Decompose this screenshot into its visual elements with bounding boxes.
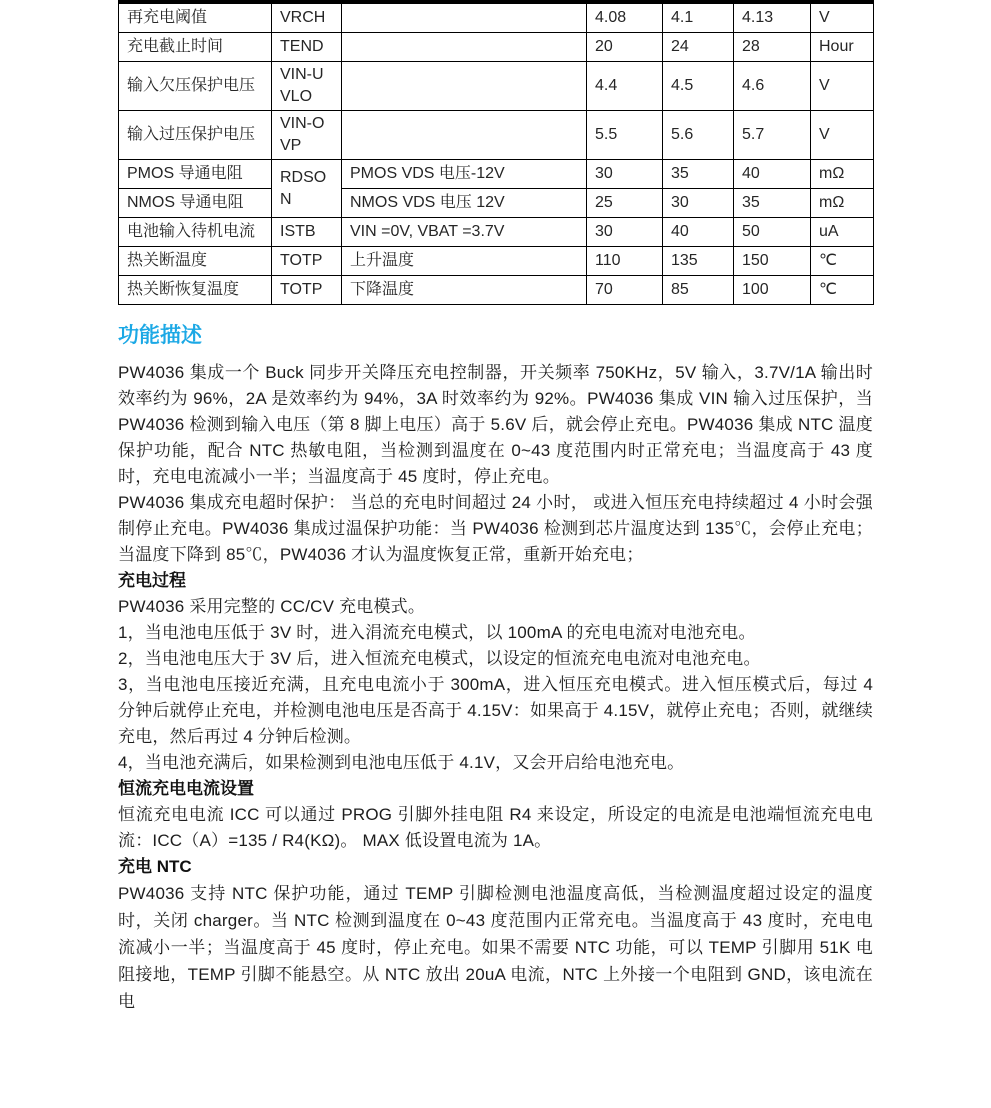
spec-table-cell: Hour bbox=[811, 33, 874, 62]
spec-table-cell: PMOS VDS 电压-12V bbox=[342, 160, 587, 189]
spec-table-cell: 5.5 bbox=[587, 111, 663, 160]
spec-table-cell: 4.4 bbox=[587, 62, 663, 111]
spec-table-cell bbox=[342, 62, 587, 111]
spec-table-cell: 30 bbox=[587, 160, 663, 189]
spec-table-cell: V bbox=[811, 62, 874, 111]
spec-table-cell: RDSON bbox=[272, 160, 342, 218]
spec-table-cell: 充电截止时间 bbox=[119, 33, 272, 62]
spec-table-cell: V bbox=[811, 2, 874, 33]
section-title-function-description: 功能描述 bbox=[118, 324, 202, 347]
charge-process-step-2: 2，当电池电压大于 3V 后，进入恒流充电模式，以设定的恒流充电电流对电池充电。 bbox=[118, 649, 761, 668]
spec-table-cell bbox=[342, 33, 587, 62]
spec-table-row bbox=[119, 62, 874, 111]
subsection-title-cc-current-setting: 恒流充电电流设置 bbox=[118, 779, 254, 798]
charge-process-intro: PW4036 采用完整的 CC/CV 充电模式。 bbox=[118, 597, 426, 616]
spec-table-cell: 40 bbox=[663, 218, 734, 247]
spec-table-cell: 上升温度 bbox=[342, 247, 587, 276]
paragraph-timeout-otp: PW4036 集成充电超时保护： 当总的充电时间超过 24 小时， 或进入恒压充电持续超过 4 小时会强制停止充电。PW4036 集成过温保护功能：当 PW4036 检测到芯片温度达到 135℃，会停止充电；当温度下降到 85℃，PW4036 才认为温度恢复正常，重新开始充电； bbox=[118, 493, 873, 564]
spec-table-row bbox=[119, 247, 874, 276]
spec-table-cell: 20 bbox=[587, 33, 663, 62]
spec-table-row bbox=[119, 189, 874, 218]
spec-table-cell: VIN-UVLO bbox=[272, 62, 342, 111]
spec-table-row bbox=[119, 218, 874, 247]
spec-table-body bbox=[119, 2, 874, 305]
spec-table-cell: 5.6 bbox=[663, 111, 734, 160]
spec-table-cell: NMOS 导通电阻 bbox=[119, 189, 272, 218]
charge-ntc-paragraph: PW4036 支持 NTC 保护功能，通过 TEMP 引脚检测电池温度高低，当检测温度超过设定的温度时，关闭 charger。当 NTC 检测到温度在 0~43 度范围内正常充电。当温度高于 43 度时，充电电流减小一半；当温度高于 45 度时，停止充电。如果不需要 NTC 功能，可以 TEMP 引脚用 51K 电阻接地，TEMP 引脚不能悬空。从 NTC 放出 20uA 电流，NTC 上外接一个电阻到 GND，该电流在电 bbox=[118, 884, 873, 1011]
spec-table-cell: ℃ bbox=[811, 276, 874, 305]
spec-table-cell: 4.08 bbox=[587, 2, 663, 33]
spec-table-cell bbox=[342, 2, 587, 33]
spec-table-cell: 输入欠压保护电压 bbox=[119, 62, 272, 111]
subsection-title-charge-ntc: 充电 NTC bbox=[118, 857, 192, 876]
spec-table-cell: PMOS 导通电阻 bbox=[119, 160, 272, 189]
spec-table-cell bbox=[342, 111, 587, 160]
spec-table-cell: TOTP bbox=[272, 247, 342, 276]
cc-current-paragraph: 恒流充电电流 ICC 可以通过 PROG 引脚外挂电阻 R4 来设定，所设定的电流是电池端恒流充电电流：ICC（A）=135 / R4(KΩ)。 MAX 低设置电流为 1A。 bbox=[118, 805, 873, 850]
spec-table-row bbox=[119, 160, 874, 189]
subsection-title-charge-process: 充电过程 bbox=[118, 571, 186, 590]
spec-table-cell: 4.6 bbox=[734, 62, 811, 111]
spec-table-cell: uA bbox=[811, 218, 874, 247]
spec-table-cell: 50 bbox=[734, 218, 811, 247]
spec-table-cell: 再充电阈值 bbox=[119, 2, 272, 33]
spec-table-row bbox=[119, 276, 874, 305]
spec-table-cell: 100 bbox=[734, 276, 811, 305]
charge-process-step-4: 4，当电池充满后，如果检测到电池电压低于 4.1V，又会开启给电池充电。 bbox=[118, 753, 685, 772]
spec-table-cell: VIN-OVP bbox=[272, 111, 342, 160]
spec-table-cell: NMOS VDS 电压 12V bbox=[342, 189, 587, 218]
spec-table-cell: mΩ bbox=[811, 189, 874, 218]
spec-table-cell: 25 bbox=[587, 189, 663, 218]
spec-table-cell: 4.1 bbox=[663, 2, 734, 33]
spec-table-cell: 30 bbox=[663, 189, 734, 218]
electrical-spec-table bbox=[118, 0, 874, 305]
spec-table-cell: 下降温度 bbox=[342, 276, 587, 305]
spec-table-cell: V bbox=[811, 111, 874, 160]
spec-table-row bbox=[119, 33, 874, 62]
charge-process-step-3: 3，当电池电压接近充满，且充电电流小于 300mA，进入恒压充电模式。进入恒压模式后，每过 4 分钟后就停止充电，并检测电池电压是否高于 4.15V：如果高于 4.15V，就停止充电；否则，就继续充电，然后再过 4 分钟后检测。 bbox=[118, 675, 873, 746]
spec-table-cell: 110 bbox=[587, 247, 663, 276]
spec-table-cell: 35 bbox=[734, 189, 811, 218]
spec-table-cell: 40 bbox=[734, 160, 811, 189]
spec-table-cell: 热关断温度 bbox=[119, 247, 272, 276]
spec-table-cell: 4.5 bbox=[663, 62, 734, 111]
spec-table-cell: TOTP bbox=[272, 276, 342, 305]
spec-table-cell: 30 bbox=[587, 218, 663, 247]
spec-table-cell: 35 bbox=[663, 160, 734, 189]
paragraph-overview: PW4036 集成一个 Buck 同步开关降压充电控制器，开关频率 750KHz，5V 输入，3.7V/1A 输出时效率约为 96%，2A 是效率约为 94%，3A 时效率约为 92%。PW4036 集成 VIN 输入过压保护，当 PW4036 检测到输入电压（第 8 脚上电压）高于 5.6V 后，就会停止充电。PW4036 集成 NTC 温度保护功能，配合 NTC 热敏电阻，当检测到温度在 0~43 度范围内时正常充电；当温度高于 43 度时，充电电流减小一半；当温度高于 45 度时，停止充电。 bbox=[118, 363, 873, 486]
spec-table-cell: TEND bbox=[272, 33, 342, 62]
spec-table-cell: mΩ bbox=[811, 160, 874, 189]
spec-table-cell: 150 bbox=[734, 247, 811, 276]
spec-table-cell: 28 bbox=[734, 33, 811, 62]
spec-table-row bbox=[119, 2, 874, 33]
spec-table-row bbox=[119, 111, 874, 160]
spec-table-cell: 5.7 bbox=[734, 111, 811, 160]
spec-table-cell: 135 bbox=[663, 247, 734, 276]
spec-table-cell: ℃ bbox=[811, 247, 874, 276]
spec-table-cell: 24 bbox=[663, 33, 734, 62]
spec-table-cell: 输入过压保护电压 bbox=[119, 111, 272, 160]
spec-table-cell: 热关断恢复温度 bbox=[119, 276, 272, 305]
charge-process-step-1: 1，当电池电压低于 3V 时，进入涓流充电模式，以 100mA 的充电电流对电池充电。 bbox=[118, 623, 756, 642]
spec-table-cell: 70 bbox=[587, 276, 663, 305]
spec-table-cell: VRCH bbox=[272, 2, 342, 33]
spec-table-cell: 电池输入待机电流 bbox=[119, 218, 272, 247]
spec-table-cell: 85 bbox=[663, 276, 734, 305]
spec-table-cell: VIN =0V, VBAT =3.7V bbox=[342, 218, 587, 247]
spec-table-cell: ISTB bbox=[272, 218, 342, 247]
spec-table-cell: 4.13 bbox=[734, 2, 811, 33]
